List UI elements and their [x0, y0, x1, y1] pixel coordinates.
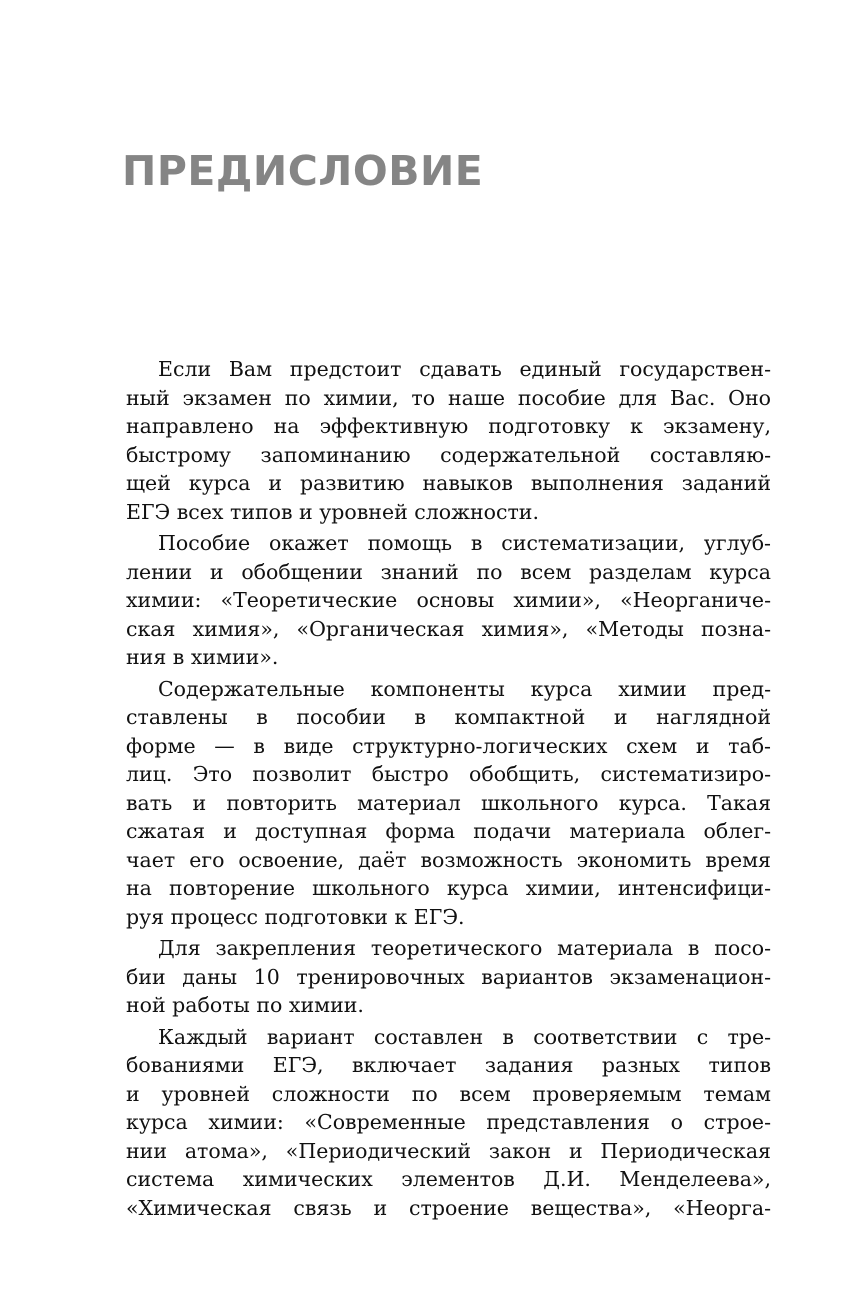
text-line: ская химия», «Органическая химия», «Методы позна-: [126, 616, 771, 641]
text-line: ный экзамен по химии, то наше пособие для Вас. Оно: [126, 385, 771, 410]
text-line: система химических элементов Д.И. Менделеева»,: [126, 1167, 771, 1191]
paragraph: [126, 675, 771, 932]
text-line: Содержательные компоненты курса химии пред-: [158, 676, 771, 701]
text-line: и уровней сложности по всем проверяемым темам: [126, 1081, 771, 1106]
text-line: щей курса и развитию навыков выполнения заданий: [126, 471, 771, 495]
page-title: ПРЕДИСЛОВИЕ: [122, 147, 484, 195]
text-line: Если Вам предстоит сдавать единый государствен-: [158, 357, 771, 381]
text-line: Для закрепления теоретического материала в посо-: [158, 936, 771, 960]
text-line: руя процесс подготовки к ЕГЭ.: [126, 904, 465, 929]
text-line: форме — в виде структурно-логических схем и таб-: [126, 733, 771, 758]
text-line: ЕГЭ всех типов и уровней сложности.: [126, 499, 539, 524]
text-line: чает его освоение, даёт возможность экономить время: [126, 847, 771, 872]
text-line: Каждый вариант составлен в соответствии с тре-: [158, 1024, 771, 1049]
text-line: ной работы по химии.: [126, 993, 364, 1017]
paragraph: [126, 355, 771, 526]
body-text: [126, 355, 771, 1225]
text-line: бии даны 10 тренировочных вариантов экзаменацион-: [126, 964, 771, 989]
paragraph: [126, 529, 771, 672]
text-line: ставлены в пособии в компактной и наглядной: [126, 705, 771, 729]
text-line: направлено на эффективную подготовку к экзамену,: [126, 414, 771, 438]
text-line: Пособие окажет помощь в систематизации, углуб-: [158, 531, 771, 555]
text-line: лиц. Это позволит быстро обобщить, систематизиро-: [126, 762, 771, 786]
text-line: быстрому запоминанию содержательной составляю-: [126, 442, 771, 467]
text-line: «Химическая связь и строение вещества», «Неорга-: [126, 1195, 771, 1220]
text-line: ния в химии».: [126, 645, 279, 669]
text-line: нии атома», «Периодический закон и Периодическая: [126, 1138, 771, 1163]
paragraph: [126, 934, 771, 1020]
text-line: химии: «Теоретические основы химии», «Неорганиче-: [126, 588, 771, 612]
text-line: бованиями ЕГЭ, включает задания разных типов: [126, 1053, 771, 1077]
text-line: сжатая и доступная форма подачи материала облег-: [126, 819, 771, 843]
text-line: курса химии: «Современные представления о строе-: [126, 1110, 771, 1134]
text-line: лении и обобщении знаний по всем разделам курса: [126, 559, 771, 584]
text-line: на повторение школьного курса химии, интенсифици-: [126, 876, 771, 900]
paragraph: [126, 1023, 771, 1223]
text-line: вать и повторить материал школьного курса. Такая: [126, 790, 771, 815]
